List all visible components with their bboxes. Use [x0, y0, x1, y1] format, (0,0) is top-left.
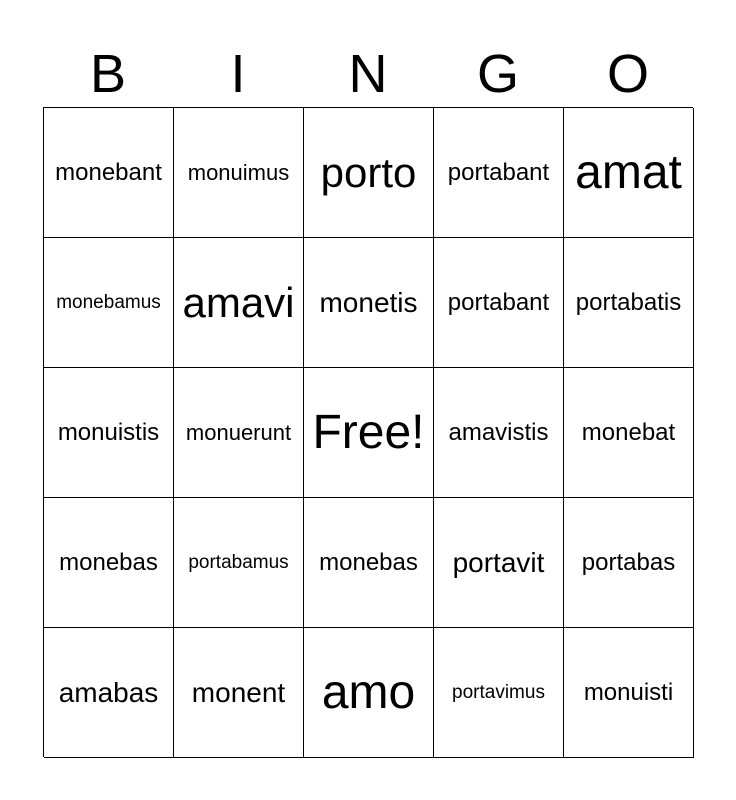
bingo-cell[interactable]: monebas — [44, 498, 174, 628]
bingo-cell[interactable]: porto — [304, 108, 434, 238]
bingo-cell[interactable]: portabamus — [174, 498, 304, 628]
bingo-cell[interactable]: portabatis — [564, 238, 694, 368]
bingo-cell[interactable]: amabas — [44, 628, 174, 758]
bingo-cell[interactable]: monuisti — [564, 628, 694, 758]
bingo-cell[interactable]: monuistis — [44, 368, 174, 498]
bingo-cell[interactable]: portavimus — [434, 628, 564, 758]
header-letter-o: O — [606, 44, 649, 104]
bingo-cell[interactable]: amavi — [174, 238, 304, 368]
bingo-cell[interactable]: monent — [174, 628, 304, 758]
bingo-cell[interactable]: portabant — [434, 108, 564, 238]
bingo-cell[interactable]: portabant — [434, 238, 564, 368]
header-letter-i: I — [230, 44, 246, 104]
bingo-header — [43, 42, 693, 106]
bingo-cell[interactable]: monebat — [564, 368, 694, 498]
header-letter-b: B — [89, 44, 127, 104]
bingo-cell[interactable]: monebamus — [44, 238, 174, 368]
header-letter-n: N — [348, 44, 388, 104]
bingo-board — [43, 107, 693, 757]
bingo-cell[interactable]: monuimus — [174, 108, 304, 238]
bingo-cell[interactable]: monetis — [304, 238, 434, 368]
bingo-cell[interactable]: amo — [304, 628, 434, 758]
bingo-cell[interactable]: amavistis — [434, 368, 564, 498]
bingo-cell[interactable]: monuerunt — [174, 368, 304, 498]
bingo-cell[interactable]: portabas — [564, 498, 694, 628]
bingo-cell[interactable]: portavit — [434, 498, 564, 628]
free-space-cell[interactable]: Free! — [304, 368, 434, 498]
bingo-cell[interactable]: amat — [564, 108, 694, 238]
header-letter-g: G — [476, 44, 519, 104]
bingo-cell[interactable]: monebas — [304, 498, 434, 628]
bingo-cell[interactable]: monebant — [44, 108, 174, 238]
